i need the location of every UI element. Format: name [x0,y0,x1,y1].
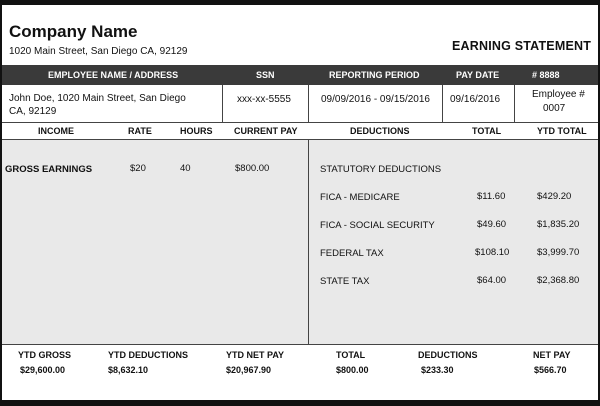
gross-earnings-hours: 40 [180,163,191,174]
paydate-value: 09/16/2016 [450,94,501,105]
col-total: TOTAL [472,126,502,136]
ssn-value: xxx-xx-5555 [237,94,291,105]
summary-footer [2,346,598,396]
deduction-total: $11.60 [477,191,506,202]
info-divider [442,85,443,123]
total-value: $800.00 [336,365,369,375]
ytd-deductions-label: YTD DEDUCTIONS [108,350,189,360]
net-pay-label: NET PAY [533,350,571,360]
ytd-net-pay-label: YTD NET PAY [226,350,285,360]
header-number: # 8888 [532,70,560,80]
col-current-pay: CURRENT PAY [234,126,298,136]
deduction-total: $64.00 [477,275,507,286]
col-income: INCOME [38,126,74,136]
header-ssn: SSN [256,70,275,80]
ytd-gross-value: $29,600.00 [20,365,66,375]
period-value: 09/09/2016 - 09/15/2016 [321,94,430,105]
deductions-label: DEDUCTIONS [418,350,478,360]
info-divider [514,85,515,123]
company-name: Company Name [9,22,138,41]
header-employee: EMPLOYEE NAME / ADDRESS [48,70,179,80]
employee-address-line2: CA, 92129 [9,106,57,117]
deduction-ytd: $3,999.70 [537,247,580,258]
column-headers [2,123,598,140]
statutory-deductions-heading: STATUTORY DEDUCTIONS [320,164,442,175]
gross-earnings-current-pay: $800.00 [235,163,270,174]
col-ytd-total: YTD TOTAL [537,126,587,136]
employee-number-value: 0007 [543,103,566,114]
statement-title: EARNING STATEMENT [452,39,592,53]
deduction-ytd: $1,835.20 [537,219,580,230]
info-header-bar [2,65,598,85]
employee-info-row [2,85,598,123]
ytd-deductions-value: $8,632.10 [108,365,149,375]
deduction-total: $49.60 [477,219,507,230]
top-border [0,0,600,5]
employee-address-line1: John Doe, 1020 Main Street, San Diego [9,93,186,104]
gross-earnings-rate: $20 [130,163,146,174]
header-period: REPORTING PERIOD [329,70,420,80]
deduction-label: STATE TAX [320,276,370,287]
bottom-border [0,400,600,406]
ytd-net-pay-value: $20,967.90 [226,365,272,375]
col-rate: RATE [128,126,152,136]
earnings-deductions-body [2,140,598,345]
deduction-label: FICA - MEDICARE [320,192,400,203]
info-divider [222,85,223,123]
deduction-ytd: $429.20 [537,191,572,202]
employee-number-label: Employee # [532,89,585,100]
company-address: 1020 Main Street, San Diego CA, 92129 [9,46,188,57]
deduction-label: FEDERAL TAX [320,248,384,259]
deduction-total: $108.10 [475,247,510,258]
deduction-label: FICA - SOCIAL SECURITY [320,220,435,231]
col-deductions: DEDUCTIONS [350,126,410,136]
total-label: TOTAL [336,350,366,360]
body-divider [308,140,309,345]
header-paydate: PAY DATE [456,70,500,80]
gross-earnings-label: GROSS EARNINGS [5,164,93,175]
ytd-gross-label: YTD GROSS [18,350,72,360]
col-hours: HOURS [180,126,213,136]
deductions-value: $233.30 [421,365,454,375]
deduction-ytd: $2,368.80 [537,275,580,286]
info-divider [308,85,309,123]
net-pay-value: $566.70 [534,365,567,375]
